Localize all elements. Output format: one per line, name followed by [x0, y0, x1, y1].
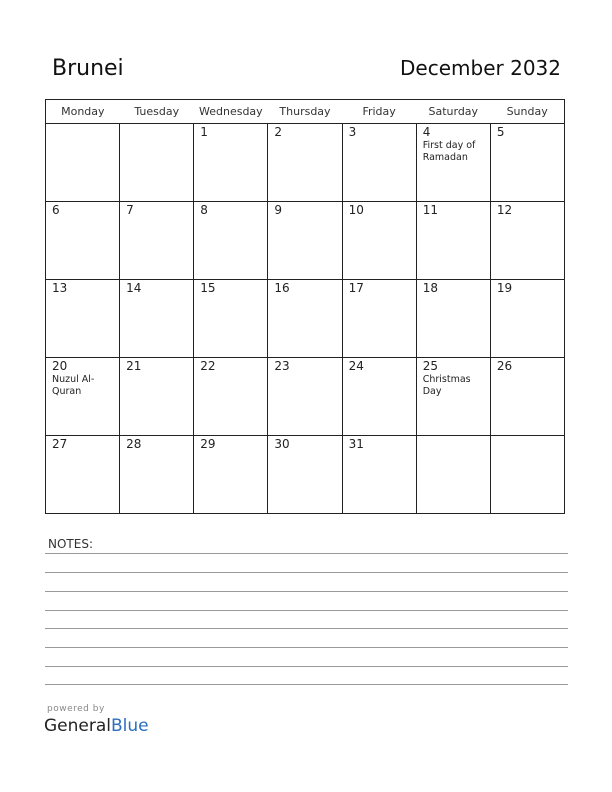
day-cell — [46, 124, 120, 202]
week-row — [46, 358, 565, 436]
day-cell — [490, 280, 564, 358]
day-cell — [268, 124, 342, 202]
day-cell — [46, 436, 120, 514]
day-number: 27 — [52, 437, 68, 451]
day-number: 17 — [348, 281, 364, 295]
day-number: 14 — [126, 281, 142, 295]
weekday-saturday: Saturday — [416, 100, 490, 124]
note-line — [45, 647, 568, 648]
day-cell — [120, 358, 194, 436]
note-line — [45, 610, 568, 611]
day-cell — [46, 358, 120, 436]
day-number: 13 — [52, 281, 68, 295]
day-number: 12 — [496, 203, 513, 217]
weekday-tuesday: Tuesday — [120, 100, 194, 124]
day-number: 28 — [126, 437, 142, 451]
day-number: 21 — [126, 359, 142, 373]
day-number: 24 — [348, 359, 364, 373]
day-number: 3 — [348, 125, 357, 139]
day-number: 11 — [422, 203, 438, 217]
day-number: 5 — [496, 125, 505, 139]
weekday-thursday: Thursday — [268, 100, 342, 124]
day-cell — [490, 358, 564, 436]
day-cell — [416, 202, 490, 280]
week-row — [46, 436, 565, 514]
day-number: 16 — [274, 281, 290, 295]
day-cell — [120, 202, 194, 280]
note-line — [45, 666, 568, 667]
day-cell — [120, 124, 194, 202]
day-cell — [416, 436, 490, 514]
day-number: 26 — [496, 359, 513, 373]
day-number: 30 — [274, 437, 290, 451]
day-cell — [194, 358, 268, 436]
holiday-label: First day of Ramadan — [422, 140, 476, 163]
brand-blue: Blue — [111, 716, 149, 736]
note-line — [45, 553, 568, 554]
month-year-title: December 2032 — [400, 56, 561, 80]
generalblue-logo — [44, 716, 149, 736]
weekday-wednesday: Wednesday — [194, 100, 268, 124]
day-number: 15 — [200, 281, 216, 295]
day-cell — [268, 358, 342, 436]
day-cell — [46, 202, 120, 280]
day-number: 19 — [496, 281, 513, 295]
holiday-label: Nuzul Al-Quran — [52, 374, 95, 397]
weekday-friday: Friday — [342, 100, 416, 124]
note-line — [45, 572, 568, 573]
day-cell — [268, 202, 342, 280]
day-cell — [120, 436, 194, 514]
day-number: 1 — [200, 125, 208, 139]
note-line — [45, 684, 568, 685]
day-number: 6 — [52, 203, 60, 217]
note-line — [45, 591, 568, 592]
day-cell — [490, 124, 564, 202]
notes-label: NOTES: — [48, 537, 93, 551]
day-number: 2 — [274, 125, 283, 139]
day-cell — [342, 202, 416, 280]
day-number: 4 — [422, 125, 431, 139]
day-number: 29 — [200, 437, 216, 451]
brand-general: General — [44, 716, 111, 736]
week-row — [46, 124, 565, 202]
holiday-label: Christmas Day — [422, 374, 471, 397]
day-cell — [120, 280, 194, 358]
weekday-monday: Monday — [46, 100, 120, 124]
day-cell — [342, 436, 416, 514]
day-cell — [490, 436, 564, 514]
day-number: 25 — [422, 359, 438, 373]
day-cell — [416, 358, 490, 436]
day-number: 7 — [126, 203, 134, 217]
day-cell — [194, 436, 268, 514]
country-title: Brunei — [52, 56, 124, 81]
note-line — [45, 628, 568, 629]
day-cell — [342, 280, 416, 358]
calendar-grid — [45, 99, 565, 514]
day-number: 23 — [274, 359, 290, 373]
day-cell — [194, 202, 268, 280]
day-cell — [194, 280, 268, 358]
day-number: 20 — [52, 359, 68, 373]
day-cell — [342, 124, 416, 202]
day-number: 8 — [200, 203, 208, 217]
day-cell — [490, 202, 564, 280]
day-cell — [194, 124, 268, 202]
day-number: 22 — [200, 359, 216, 373]
day-cell — [416, 280, 490, 358]
day-number: 31 — [348, 437, 364, 451]
day-cell — [268, 280, 342, 358]
day-cell — [46, 280, 120, 358]
day-number: 9 — [274, 203, 283, 217]
day-cell — [342, 358, 416, 436]
week-row — [46, 280, 565, 358]
powered-by-text: powered by — [47, 704, 105, 714]
day-number: 10 — [348, 203, 364, 217]
day-cell — [416, 124, 490, 202]
day-number: 18 — [422, 281, 438, 295]
weekday-sunday: Sunday — [490, 100, 564, 124]
weekday-header-row — [46, 100, 565, 124]
day-cell — [268, 436, 342, 514]
week-row — [46, 202, 565, 280]
